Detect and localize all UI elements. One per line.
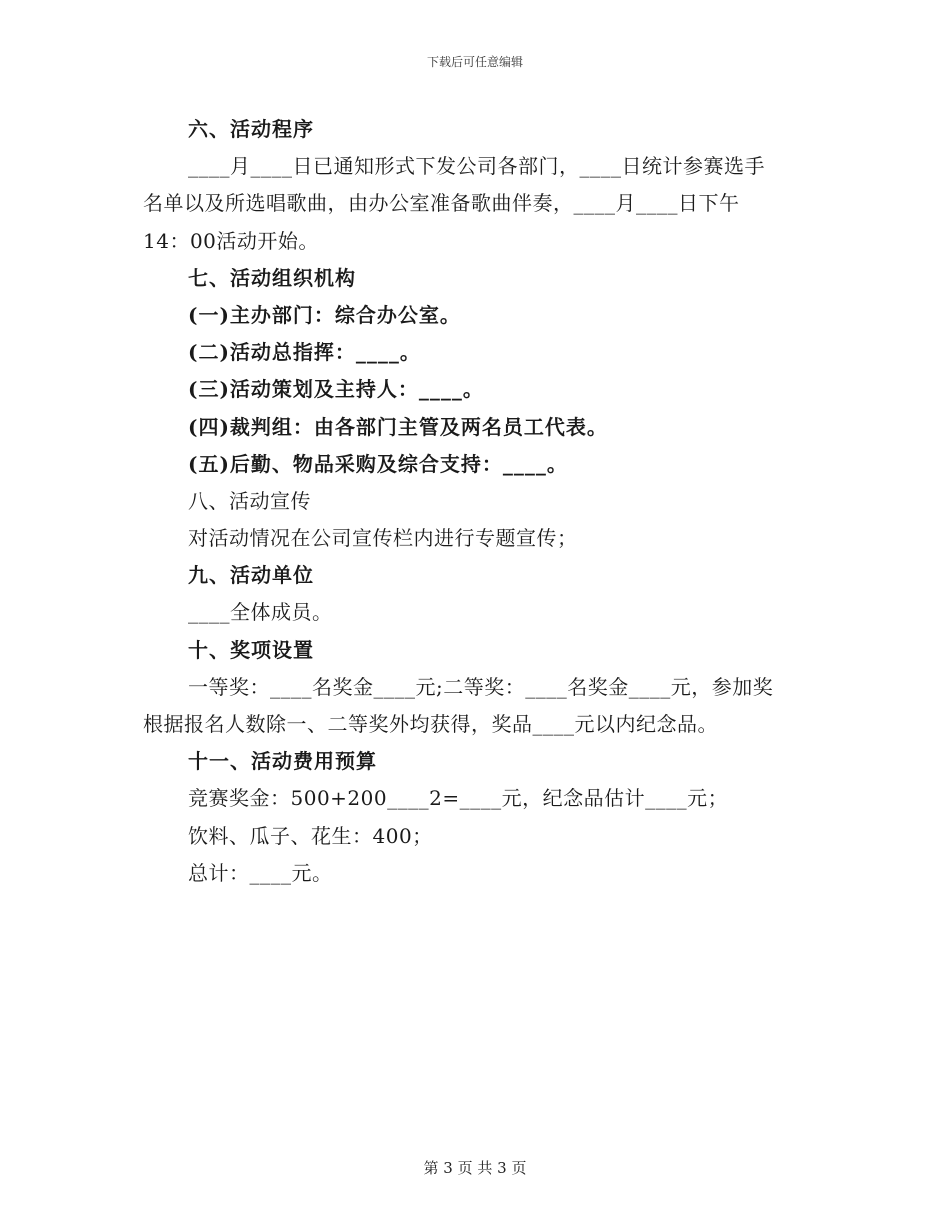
page-header-note: 下载后可任意编辑 bbox=[426, 55, 523, 69]
paragraph-line: 对活动情况在公司宣传栏内进行专题宣传； bbox=[188, 526, 578, 551]
paragraph-line: ____月____日已通知形式下发公司各部门，____日统计参赛选手 bbox=[188, 154, 765, 179]
section-heading: 十、奖项设置 bbox=[188, 637, 314, 662]
document-body bbox=[143, 111, 823, 892]
paragraph-line: 竞赛奖金：500+200____2=____元，纪念品估计____元； bbox=[188, 786, 729, 811]
paragraph-line: ____全体成员。 bbox=[188, 600, 333, 625]
paragraph-line: 饮料、瓜子、花生：400； bbox=[188, 823, 433, 848]
section-heading: 十一、活动费用预算 bbox=[188, 749, 377, 774]
section-heading: (五)后勤、物品采购及综合支持：____。 bbox=[188, 451, 568, 476]
section-heading: 六、活动程序 bbox=[188, 117, 314, 141]
paragraph-line: 名单以及所选唱歌曲，由办公室准备歌曲伴奏，____月____日下午 bbox=[143, 191, 740, 216]
paragraph-line: 八、活动宣传 bbox=[188, 488, 311, 513]
paragraph-line: 一等奖：____名奖金____元;二等奖：____名奖金____元，参加奖 bbox=[188, 674, 774, 699]
section-heading: 九、活动单位 bbox=[188, 563, 314, 588]
paragraph-line: 总计：____元。 bbox=[188, 860, 333, 885]
section-heading: (三)活动策划及主持人：____。 bbox=[188, 377, 484, 402]
page-footer-page-number: 第 3 页 共 3 页 bbox=[423, 1159, 527, 1177]
paragraph-line: 14：00活动开始。 bbox=[143, 228, 319, 253]
section-heading: 七、活动组织机构 bbox=[188, 265, 356, 290]
section-heading: (四)裁判组：由各部门主管及两名员工代表。 bbox=[188, 414, 608, 439]
section-heading: (一)主办部门：综合办公室。 bbox=[188, 302, 461, 327]
section-heading: (二)活动总指挥：____。 bbox=[188, 340, 421, 365]
paragraph-line: 根据报名人数除一、二等奖外均获得，奖品____元以内纪念品。 bbox=[143, 712, 718, 736]
